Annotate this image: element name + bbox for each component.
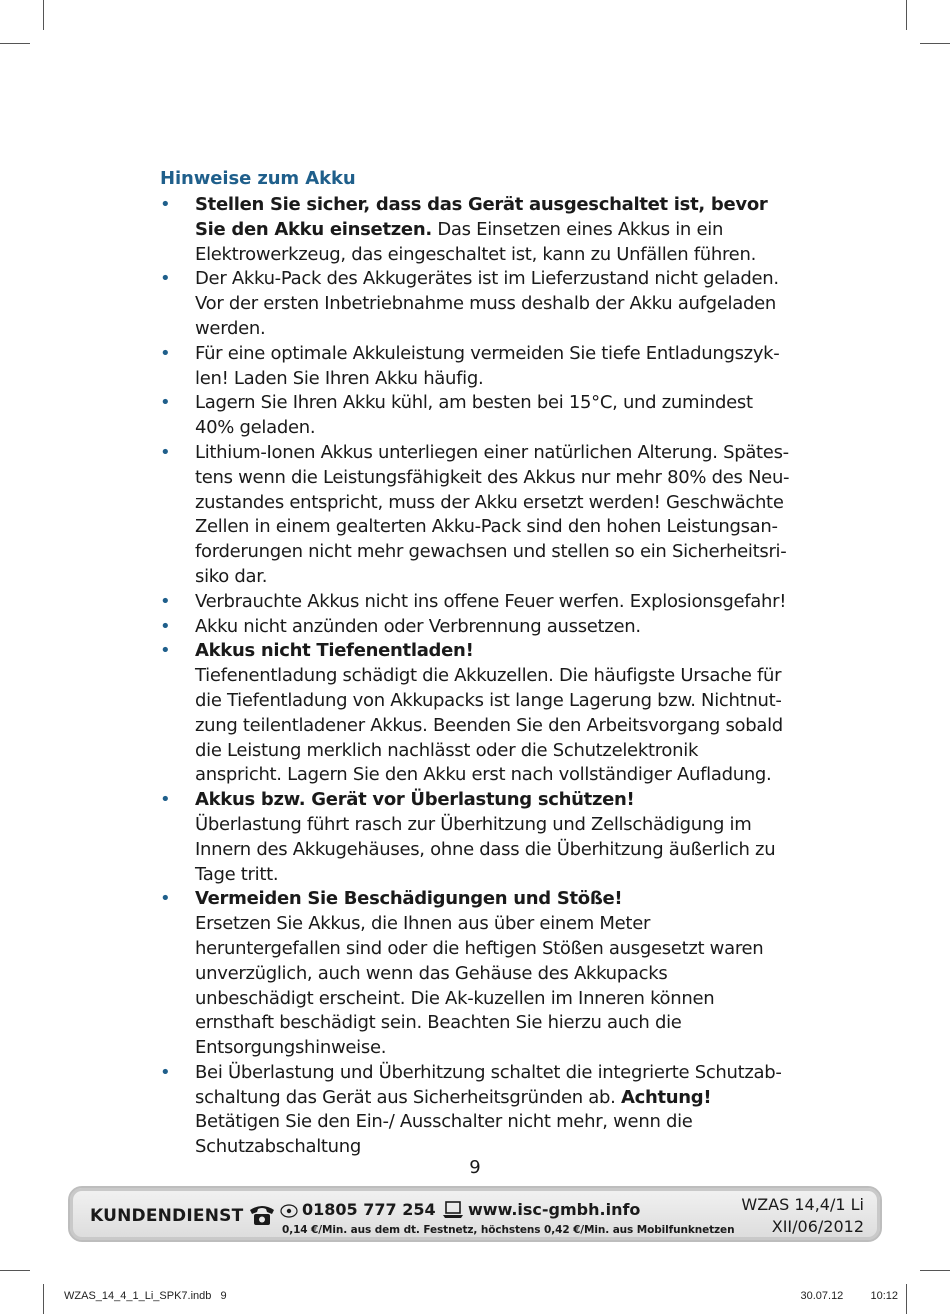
item-text: Tiefenentladung schädigt die Akkuzellen. Die häufigste Ursache für die Tiefentladung von Akkupacks ist lange Lagerung bzw. Nichtnut-zung teilentladener Akkus. Beenden Sie den Arbeitsvorgang sobald die Leistung merklich nachlässt oder die Schutzelektronik anspricht. Lagern Sie den Akku erst nach vollständiger Aufladung. xyxy=(195,665,783,786)
telephone-icon xyxy=(248,1204,276,1226)
list-item xyxy=(160,441,790,590)
bullet-icon: • xyxy=(160,392,171,414)
bullet-icon: • xyxy=(160,615,171,637)
item-text: Lagern Sie Ihren Akku kühl, am besten bei 15°C, und zumindest 40% geladen. xyxy=(195,392,753,439)
laptop-icon xyxy=(442,1201,464,1219)
list-item xyxy=(160,391,790,441)
item-text: Der Akku-Pack des Akkugerätes ist im Lieferzustand nicht geladen. Vor der ersten Inbetriebnahme muss deshalb der Akku aufgeladen werden. xyxy=(195,268,779,339)
crop-mark xyxy=(43,0,44,30)
bullet-icon: • xyxy=(160,342,171,364)
item-text: Überlastung führt rasch zur Überhitzung und Zellschädigung im Innern des Akkugehäuses, ohne dass die Überhitzung äußerlich zu Tage tritt. xyxy=(195,813,776,885)
page-number: 9 xyxy=(469,1157,481,1178)
item-lead: Vermeiden Sie Beschädigungen und Stöße! xyxy=(195,888,623,910)
model-date: XII/06/2012 xyxy=(771,1217,864,1236)
item-lead: Stellen Sie sicher, dass das Gerät ausgeschaltet ist, bevor Sie den Akku einsetzen. xyxy=(195,194,768,240)
section-heading: Hinweise zum Akku xyxy=(160,168,356,189)
battery-notes-list xyxy=(160,193,790,1160)
item-text: Verbrauchte Akkus nicht ins offene Feuer werfen. Explosionsgefahr! xyxy=(195,590,787,612)
item-emphasis: Achtung! xyxy=(620,1086,712,1108)
bullet-icon: • xyxy=(160,590,171,612)
list-item xyxy=(160,342,790,392)
list-item xyxy=(160,590,790,615)
service-label: KUNDENDIENST xyxy=(90,1206,244,1226)
crop-mark xyxy=(0,43,30,44)
model-code: WZAS 14,4/1 Li xyxy=(741,1195,864,1214)
item-text-tail: Betätigen Sie den Ein-/ Ausschalter nicht mehr, wenn die Schutzabschaltung xyxy=(195,1111,693,1158)
list-item xyxy=(160,887,790,1061)
crop-mark xyxy=(906,1284,907,1314)
service-phone-number: 01805 777 254 xyxy=(302,1200,436,1219)
item-lead: Akkus nicht Tiefenentladen! xyxy=(195,640,474,662)
info-eye-icon xyxy=(280,1204,298,1218)
crop-mark xyxy=(43,1284,44,1314)
item-text: Lithium-Ionen Akkus unterliegen einer natürlichen Alterung. Spätes-tens wenn die Leistungsfähigkeit des Akkus nur mehr 80% des Neu-zustandes entspricht, muss der Akku ersetzt werden! Geschwächte Zellen in einem gealterten Akku-Pack sind den hohen Leistungsan-forderungen nicht mehr gewachsen und stellen so ein Sicherheitsri-siko dar. xyxy=(195,441,790,587)
item-text: Das Einsetzen eines Akkus in ein Elektrowerkzeug, das eingeschaltet ist, kann zu Unfällen führen. xyxy=(195,218,756,265)
list-item xyxy=(160,788,790,887)
tariff-note: 0,14 €/Min. aus dem dt. Festnetz, höchstens 0,42 €/Min. aus Mobilfunknetzen xyxy=(282,1224,735,1236)
bullet-icon: • xyxy=(160,268,171,290)
bullet-icon: • xyxy=(160,1061,171,1083)
bullet-icon: • xyxy=(160,441,171,463)
crop-mark xyxy=(920,43,950,44)
bullet-icon: • xyxy=(160,888,171,910)
crop-mark xyxy=(0,1270,30,1271)
crop-mark xyxy=(920,1270,950,1271)
print-file-name: WZAS_14_4_1_Li_SPK7.indb 9 xyxy=(64,1290,227,1302)
list-item xyxy=(160,1061,790,1160)
customer-service-bar xyxy=(68,1186,882,1242)
item-text: Für eine optimale Akkuleistung vermeiden Sie tiefe Entladungszyk-len! Laden Sie Ihren Akku häufig. xyxy=(195,342,780,389)
list-item xyxy=(160,639,790,788)
print-datetime: 30.07.12 10:12 xyxy=(800,1290,898,1302)
item-lead: Akkus bzw. Gerät vor Überlastung schützen! xyxy=(195,789,635,811)
list-item xyxy=(160,267,790,341)
list-item xyxy=(160,193,790,267)
bullet-icon: • xyxy=(160,789,171,811)
item-text: Akku nicht anzünden oder Verbrennung aussetzen. xyxy=(195,615,641,637)
list-item xyxy=(160,615,790,640)
service-website-link[interactable]: www.isc-gmbh.info xyxy=(468,1200,641,1219)
bullet-icon: • xyxy=(160,640,171,662)
crop-mark xyxy=(906,0,907,30)
item-text: Ersetzen Sie Akkus, die Ihnen aus über einem Meter heruntergefallen sind oder die heftigen Stößen ausgesetzt waren unverzüglich, auch wenn das Gehäuse des Akkupacks unbeschädigt erscheint. Die Ak-kuzellen im Inneren können ernsthaft beschädigt sein. Beachten Sie hierzu auch die Entsorgungshinweise. xyxy=(195,913,764,1059)
item-text: Bei Überlastung und Überhitzung schaltet die integrierte Schutzab-schaltung das Gerät aus Sicherheitsgründen ab. xyxy=(195,1061,782,1108)
bullet-icon: • xyxy=(160,194,171,215)
